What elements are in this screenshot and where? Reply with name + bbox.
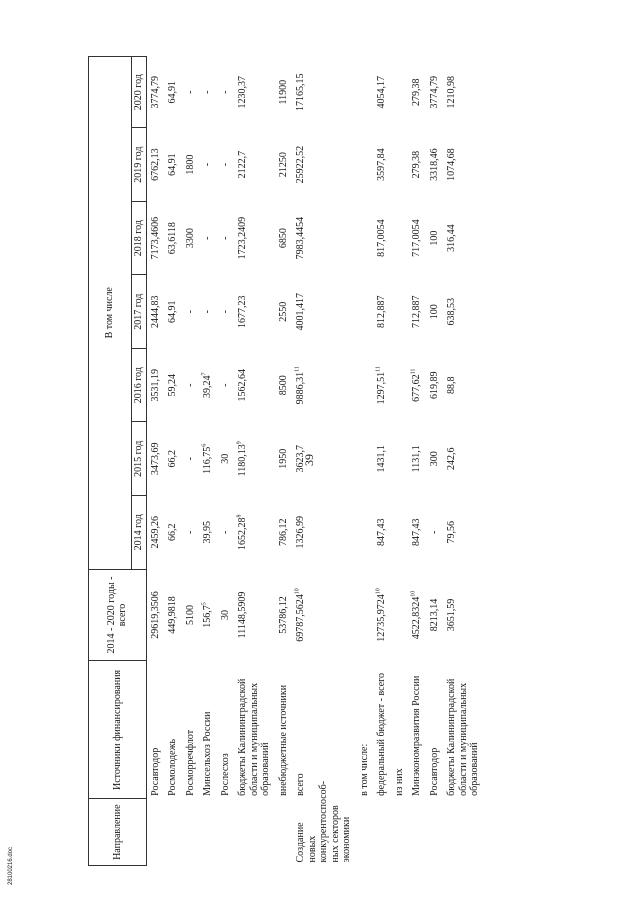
year-value-cell xyxy=(292,57,356,128)
total-cell xyxy=(391,569,409,661)
year-value-cell xyxy=(373,57,391,128)
year-value-cell-text: 63,6118 xyxy=(167,222,178,255)
year-value-cell xyxy=(356,275,374,349)
source-cell-text: Рослесхоз xyxy=(219,753,231,796)
year-value-cell xyxy=(164,422,182,496)
year-value-cell xyxy=(217,275,235,349)
year-value-cell-text: 1131,1 xyxy=(411,445,422,473)
year-value-cell-text: 30 xyxy=(219,453,231,464)
year-value-cell-text: 619,89 xyxy=(428,371,440,399)
footnote-ref: 10 xyxy=(410,590,417,597)
year-value-cell-text: - xyxy=(428,530,440,534)
source-cell-text: Росмолодежь xyxy=(167,738,178,796)
total-cell xyxy=(146,569,164,661)
year-value-cell xyxy=(356,348,374,422)
year-value-cell-text: - xyxy=(219,310,231,314)
total-cell xyxy=(426,569,444,661)
year-value-cell xyxy=(408,57,426,128)
year-value-cell xyxy=(443,275,484,349)
year-value-cell-text: 7983,4454 xyxy=(295,216,306,260)
table-row xyxy=(292,57,356,866)
year-value-cell xyxy=(391,201,409,275)
year-value-cell-text: - xyxy=(184,90,196,94)
total-cell-text: 29619,3506 xyxy=(149,591,161,639)
year-value-cell xyxy=(182,275,200,349)
year-value-cell xyxy=(234,201,275,275)
total-cell xyxy=(199,569,217,661)
source-cell xyxy=(164,661,182,799)
year-value-cell xyxy=(199,128,217,202)
source-cell-text: Минсельхоз России xyxy=(202,711,213,796)
direction-cell xyxy=(275,799,293,866)
total-cell xyxy=(408,569,426,661)
year-value-cell-text: - xyxy=(202,90,213,94)
total-cell xyxy=(234,569,275,661)
year-value-cell-text: 677,62 xyxy=(411,374,422,402)
year-value-cell xyxy=(275,422,293,496)
direction-cell xyxy=(199,799,217,866)
year-value-cell xyxy=(292,496,356,570)
year-value-cell xyxy=(234,348,275,422)
year-value-cell xyxy=(408,496,426,570)
total-cell xyxy=(373,569,391,661)
table-row xyxy=(275,57,293,866)
year-value-cell xyxy=(426,348,444,422)
source-cell-text: всего xyxy=(295,773,306,796)
year-value-cell xyxy=(182,128,200,202)
year-value-cell-text: 1652,28 xyxy=(237,517,248,551)
year-value-cell xyxy=(199,348,217,422)
year-value-cell xyxy=(234,128,275,202)
year-value-cell-text: 1431,1 xyxy=(376,445,387,473)
table-row xyxy=(391,57,409,866)
year-value-cell xyxy=(164,348,182,422)
year-value-cell-text: - xyxy=(219,236,231,240)
file-name: 28100216.doc xyxy=(8,846,14,885)
year-value-cell-text: - xyxy=(202,162,213,167)
year-value-cell xyxy=(443,496,484,570)
year-value-cell xyxy=(182,348,200,422)
year-value-cell-text: 11900 xyxy=(277,79,289,105)
year-value-cell xyxy=(373,496,391,570)
year-value-cell-text: - xyxy=(219,162,231,167)
year-value-cell xyxy=(217,128,235,202)
year-value-cell xyxy=(356,57,374,128)
table-row xyxy=(443,57,484,866)
year-value-cell xyxy=(443,348,484,422)
header-year: 2018 год xyxy=(132,201,147,275)
source-cell-text: федеральный бюджет - всего xyxy=(376,672,387,796)
year-value-cell xyxy=(356,128,374,202)
table-row xyxy=(426,57,444,866)
source-cell-text: Росавтодор xyxy=(149,747,161,796)
year-value-cell-text: 847,43 xyxy=(411,518,422,547)
year-value-cell-text: 3597,84 xyxy=(376,148,387,181)
year-value-cell-text: 2122,7 xyxy=(237,150,248,179)
source-cell xyxy=(234,661,275,799)
year-value-cell xyxy=(356,201,374,275)
year-value-cell-text: 242,6 xyxy=(446,447,457,470)
page-number: 39 xyxy=(302,454,316,466)
footnote-ref: 10 xyxy=(294,588,301,595)
source-cell xyxy=(356,661,374,799)
table-row xyxy=(182,57,200,866)
year-value-cell-text: 712,887 xyxy=(411,295,422,328)
source-cell xyxy=(146,661,164,799)
year-value-cell xyxy=(292,275,356,349)
year-value-cell xyxy=(164,201,182,275)
total-cell xyxy=(443,569,484,661)
year-value-cell-text: 64,91 xyxy=(167,153,178,176)
year-value-cell xyxy=(391,496,409,570)
header-total: 2014 - 2020 годы - всего xyxy=(89,569,147,661)
table-row xyxy=(234,57,275,866)
source-cell xyxy=(217,661,235,799)
year-value-cell-text: - xyxy=(184,310,196,314)
year-value-cell-text: 1723,2409 xyxy=(237,216,248,260)
total-cell xyxy=(356,569,374,661)
year-value-cell xyxy=(146,201,164,275)
year-value-cell-text: 1800 xyxy=(184,154,196,175)
year-value-cell xyxy=(217,57,235,128)
year-value-cell xyxy=(391,348,409,422)
year-value-cell xyxy=(146,496,164,570)
year-value-cell xyxy=(234,275,275,349)
year-value-cell xyxy=(146,128,164,202)
footnote-ref: 11 xyxy=(294,366,301,372)
year-value-cell xyxy=(426,275,444,349)
year-value-cell xyxy=(292,348,356,422)
year-value-cell xyxy=(217,201,235,275)
table-row xyxy=(408,57,426,866)
year-value-cell-text: 3774,79 xyxy=(428,75,440,109)
year-value-cell-text: 59,24 xyxy=(167,373,178,397)
direction-cell xyxy=(391,799,409,866)
total-cell-text: 156,7 xyxy=(202,605,213,628)
year-value-cell-text: - xyxy=(184,457,196,461)
year-value-cell xyxy=(443,128,484,202)
year-value-cell-text: 3318,46 xyxy=(428,148,440,181)
total-cell-text: 30 xyxy=(219,610,231,621)
year-value-cell xyxy=(275,275,293,349)
footnote-ref: 8 xyxy=(236,514,243,518)
footnote-ref: 9 xyxy=(236,441,243,445)
year-value-cell-text: 7173,4606 xyxy=(149,216,161,260)
year-value-cell xyxy=(292,422,356,496)
year-value-cell xyxy=(426,201,444,275)
year-value-cell xyxy=(217,348,235,422)
funding-table-rotated xyxy=(88,56,593,866)
year-value-cell xyxy=(408,422,426,496)
table-row xyxy=(146,57,164,866)
year-value-cell-text: 316,44 xyxy=(446,224,457,252)
total-cell xyxy=(182,569,200,661)
total-cell-text: 449,9818 xyxy=(167,596,178,634)
year-value-cell xyxy=(373,275,391,349)
table-row xyxy=(199,57,217,866)
year-value-cell xyxy=(443,422,484,496)
year-value-cell xyxy=(164,275,182,349)
year-value-cell-text: 1074,68 xyxy=(446,148,457,181)
year-value-cell xyxy=(391,422,409,496)
year-value-cell-text: 3531,19 xyxy=(149,368,161,402)
year-value-cell xyxy=(234,57,275,128)
year-value-cell-text: 88,8 xyxy=(446,376,457,394)
total-cell-text: 4522,8324 xyxy=(411,596,422,640)
year-value-cell xyxy=(275,348,293,422)
year-value-cell xyxy=(391,128,409,202)
year-value-cell-text: 1230,37 xyxy=(237,75,248,109)
year-value-cell-text: 812,887 xyxy=(376,295,387,328)
year-value-cell xyxy=(408,128,426,202)
year-value-cell xyxy=(217,496,235,570)
source-cell-text: из них xyxy=(393,768,405,796)
source-cell xyxy=(292,661,356,799)
year-value-cell xyxy=(199,422,217,496)
header-year: 2017 год xyxy=(132,275,147,349)
direction-cell xyxy=(356,799,374,866)
year-value-cell-text: 1326,99 xyxy=(295,516,306,549)
source-cell-text: Минэкономразвития России xyxy=(411,675,422,796)
year-value-cell xyxy=(217,422,235,496)
year-value-cell xyxy=(443,57,484,128)
year-value-cell xyxy=(234,422,275,496)
source-cell-text: Росморречфлот xyxy=(184,729,196,796)
year-value-cell xyxy=(182,57,200,128)
year-value-cell-text: 17165,15 xyxy=(295,73,306,111)
year-value-cell-text: 1562,64 xyxy=(237,368,248,402)
header-direction: Направление xyxy=(89,799,147,866)
header-year: 2014 год xyxy=(132,496,147,570)
year-value-cell-text: 786,12 xyxy=(277,518,289,547)
year-value-cell xyxy=(146,348,164,422)
year-value-cell xyxy=(408,201,426,275)
year-value-cell xyxy=(292,201,356,275)
footnote-ref: 7 xyxy=(201,372,208,376)
header-including: В том числе xyxy=(89,57,132,570)
year-value-cell-text: 39,24 xyxy=(202,375,213,398)
year-value-cell xyxy=(391,57,409,128)
year-value-cell xyxy=(199,275,217,349)
year-value-cell xyxy=(426,422,444,496)
year-value-cell-text: 300 xyxy=(428,451,440,467)
source-cell-text: внебюджетные источники xyxy=(277,684,289,796)
footnote-ref: 11 xyxy=(410,368,417,375)
year-value-cell-text: 1297,51 xyxy=(376,371,387,405)
year-value-cell xyxy=(443,201,484,275)
year-value-cell-text: 638,53 xyxy=(446,297,457,326)
source-cell xyxy=(408,661,426,799)
year-value-cell xyxy=(275,57,293,128)
year-value-cell xyxy=(373,348,391,422)
year-value-cell-text: 116,75 xyxy=(202,446,213,474)
year-value-cell xyxy=(373,422,391,496)
total-cell-text: 8213,14 xyxy=(428,598,440,632)
source-cell xyxy=(199,661,217,799)
source-cell-text: бюджеты Калининградской области и муниципальных образований xyxy=(446,678,480,796)
year-value-cell-text: 279,38 xyxy=(411,78,422,106)
year-value-cell xyxy=(182,496,200,570)
year-value-cell-text: 3774,79 xyxy=(149,75,161,109)
total-cell xyxy=(164,569,182,661)
header-year: 2020 год xyxy=(132,57,147,128)
year-value-cell-text: 9886,31 xyxy=(295,371,306,405)
year-value-cell xyxy=(199,496,217,570)
header-year: 2019 год xyxy=(132,128,147,202)
year-value-cell-text: 64,91 xyxy=(167,300,178,323)
table-row xyxy=(373,57,391,866)
year-value-cell xyxy=(391,275,409,349)
year-value-cell xyxy=(356,496,374,570)
footnote-ref: 10 xyxy=(375,588,382,595)
year-value-cell-text: 25922,52 xyxy=(295,145,306,184)
year-value-cell xyxy=(356,422,374,496)
direction-cell xyxy=(182,799,200,866)
year-value-cell xyxy=(373,201,391,275)
year-value-cell xyxy=(373,128,391,202)
year-value-cell xyxy=(146,275,164,349)
year-value-cell-text: 1180,13 xyxy=(237,444,248,477)
direction-cell-text: Создание новых конкурентоспособ-ных секторов экономики xyxy=(295,780,352,863)
header-year: 2015 год xyxy=(132,422,147,496)
year-value-cell-text: - xyxy=(202,310,213,314)
year-value-cell xyxy=(146,422,164,496)
year-value-cell-text: - xyxy=(219,383,231,387)
year-value-cell-text: 4054,17 xyxy=(376,75,387,109)
year-value-cell-text: 8500 xyxy=(277,375,289,396)
year-value-cell xyxy=(426,496,444,570)
total-cell-text: 69787,5624 xyxy=(295,594,306,642)
year-value-cell xyxy=(199,57,217,128)
year-value-cell-text: - xyxy=(219,90,231,94)
direction-cell xyxy=(408,799,426,866)
year-value-cell-text: 6762,13 xyxy=(149,148,161,181)
year-value-cell xyxy=(146,57,164,128)
total-cell-text: 53786,12 xyxy=(277,596,289,634)
year-value-cell xyxy=(199,201,217,275)
direction-cell xyxy=(164,799,182,866)
year-value-cell-text: 100 xyxy=(428,230,440,246)
year-value-cell-text: - xyxy=(184,530,196,534)
year-value-cell xyxy=(275,128,293,202)
footnote-ref: 11 xyxy=(375,366,382,372)
table-row xyxy=(164,57,182,866)
year-value-cell-text: 100 xyxy=(428,304,440,320)
footnote-ref: 5 xyxy=(201,602,208,606)
year-value-cell-text: 21250 xyxy=(277,152,289,178)
year-value-cell xyxy=(426,57,444,128)
direction-cell xyxy=(234,799,275,866)
year-value-cell xyxy=(292,128,356,202)
year-value-cell-text: - xyxy=(202,236,213,240)
year-value-cell xyxy=(275,201,293,275)
year-value-cell xyxy=(182,201,200,275)
year-value-cell-text: 279,38 xyxy=(411,150,422,179)
year-value-cell-text: 3300 xyxy=(184,228,196,249)
year-value-cell xyxy=(234,496,275,570)
year-value-cell-text: 2459,26 xyxy=(149,516,161,549)
year-value-cell-text: 66,2 xyxy=(167,523,178,542)
total-cell-text: 12735,9724 xyxy=(376,594,387,642)
year-value-cell-text: 4001,417 xyxy=(295,292,306,331)
year-value-cell-text: - xyxy=(219,530,231,534)
table-body xyxy=(146,57,484,866)
total-cell-text: 5100 xyxy=(184,605,196,626)
year-value-cell-text: - xyxy=(184,383,196,387)
year-value-cell-text: 817,0054 xyxy=(376,219,387,257)
source-cell-text: бюджеты Калининградской области и муниципальных образований xyxy=(237,678,271,796)
direction-cell xyxy=(217,799,235,866)
total-cell-text: 11148,5909 xyxy=(237,591,248,639)
year-value-cell-text: 66,2 xyxy=(167,450,178,468)
total-cell xyxy=(292,569,356,661)
total-cell xyxy=(217,569,235,661)
source-cell xyxy=(426,661,444,799)
year-value-cell-text: 79,56 xyxy=(446,521,457,544)
year-value-cell-text: 1210,98 xyxy=(446,75,457,109)
source-cell xyxy=(443,661,484,799)
source-cell-text: в том числе: xyxy=(358,743,370,796)
year-value-cell-text: 1950 xyxy=(277,448,289,469)
year-value-cell-text: 717,0054 xyxy=(411,219,422,257)
year-value-cell-text: 64,91 xyxy=(167,80,178,104)
source-cell xyxy=(391,661,409,799)
year-value-cell xyxy=(182,422,200,496)
year-value-cell xyxy=(164,128,182,202)
year-value-cell-text: 2550 xyxy=(277,301,289,322)
year-value-cell xyxy=(164,57,182,128)
table-row xyxy=(356,57,374,866)
year-value-cell-text: 39,95 xyxy=(202,521,213,544)
source-cell xyxy=(275,661,293,799)
year-value-cell-text: 3473,69 xyxy=(149,442,161,475)
direction-cell xyxy=(426,799,444,866)
year-value-cell-text: 847,43 xyxy=(376,518,387,547)
funding-table xyxy=(88,56,484,866)
source-cell-text: Росавтодор xyxy=(428,747,440,796)
header-sources: Источники финансирования xyxy=(89,661,147,799)
total-cell-text: 3651,59 xyxy=(446,598,457,632)
year-value-cell-text: 2444,83 xyxy=(149,295,161,328)
year-value-cell xyxy=(275,496,293,570)
year-value-cell xyxy=(408,348,426,422)
header-year: 2016 год xyxy=(132,348,147,422)
direction-cell xyxy=(443,799,484,866)
year-value-cell xyxy=(164,496,182,570)
year-value-cell-text: 3623,7 xyxy=(295,445,306,473)
table-row xyxy=(217,57,235,866)
footnote-ref: 6 xyxy=(201,443,208,447)
direction-cell xyxy=(146,799,164,866)
total-cell xyxy=(275,569,293,661)
year-value-cell-text: 6850 xyxy=(277,228,289,249)
year-value-cell xyxy=(408,275,426,349)
source-cell xyxy=(373,661,391,799)
direction-cell xyxy=(373,799,391,866)
year-value-cell xyxy=(426,128,444,202)
source-cell xyxy=(182,661,200,799)
year-value-cell-text: 1677,23 xyxy=(237,295,248,328)
